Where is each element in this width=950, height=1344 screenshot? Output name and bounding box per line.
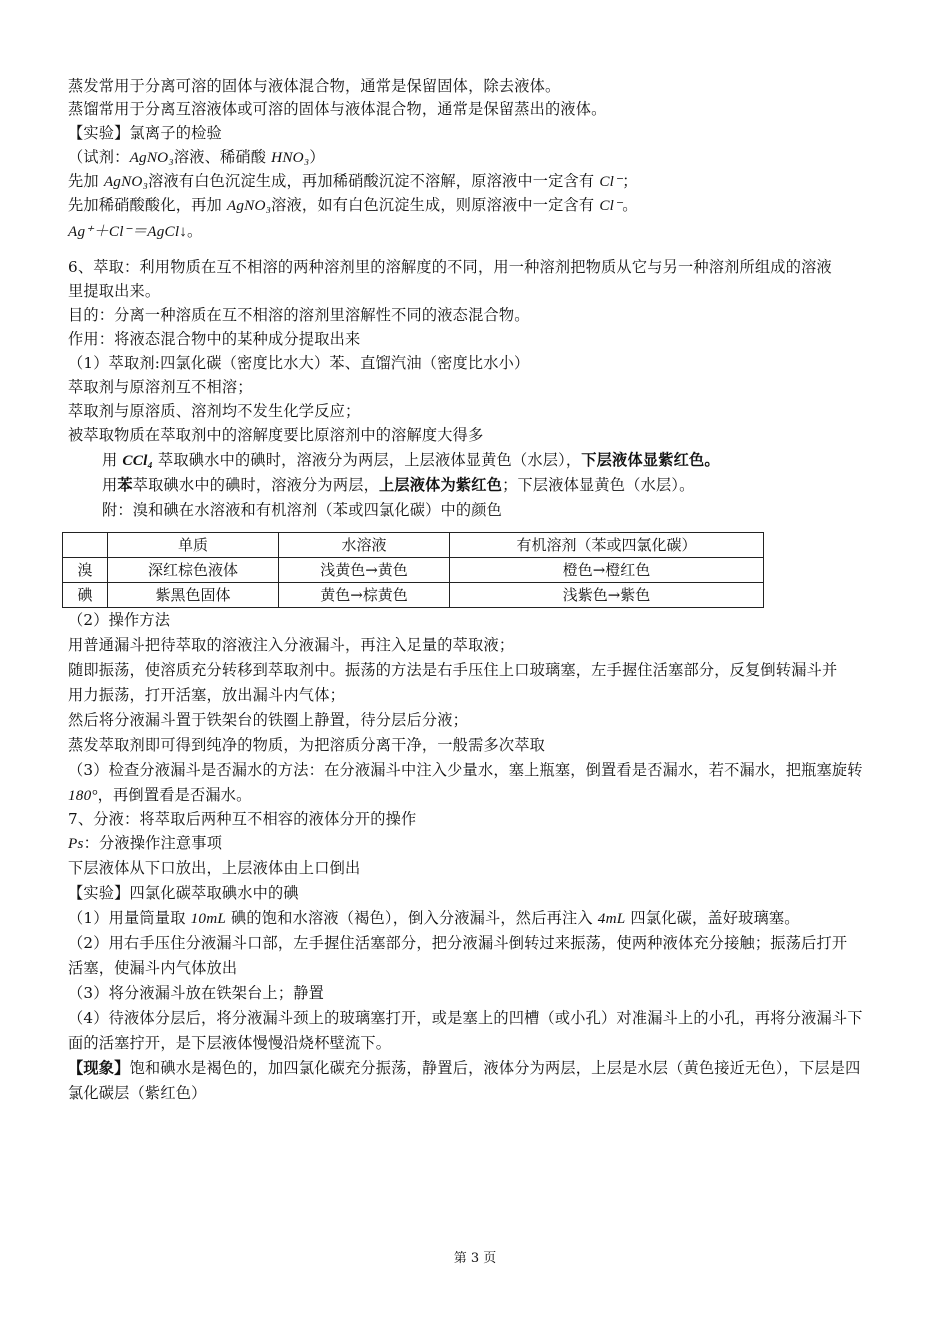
para-ps-note: Ps：分液操作注意事项 (68, 834, 223, 852)
table-cell: 碘 (63, 583, 108, 608)
table-cell: 浅紫色→紫色 (450, 583, 764, 608)
table-row (63, 558, 764, 583)
heading-chloride-test: 【实验】氯离子的检验 (68, 124, 222, 142)
para-purpose: 目的：分离一种溶质在互不相溶的溶剂里溶解性不同的液态混合物。 (68, 306, 530, 324)
table-header-cell: 水溶液 (279, 533, 450, 558)
heading-ccl4-experiment: 【实验】四氯化碳萃取碘水中的碘 (68, 884, 299, 902)
para-ccl4-extraction: 用 CCl₄ 萃取碘水中的碘时，溶液分为两层，上层液体显黄色（水层），下层液体显紫红色。 (102, 451, 720, 469)
color-table (62, 532, 764, 608)
para-separation-def: 7、分液：将萃取后两种互不相容的液体分开的操作 (68, 810, 417, 828)
page-number: 第 3 页 (453, 1251, 497, 1266)
para-benzene-extraction: 用苯萃取碘水中的碘时，溶液分为两层，上层液体为紫红色；下层液体显黄色（水层）。 (102, 476, 695, 494)
para-reagents: （试剂：AgNO₃溶液、稀硝酸 HNO₃） (68, 148, 325, 166)
para-step-2b: 用力振荡，打开活塞，放出漏斗内气体； (68, 686, 345, 704)
para-method-2: 先加稀硝酸酸化，再加 AgNO₃溶液，如有白色沉淀生成，则原溶液中一定含有 Cl⁻。 (68, 196, 638, 214)
table-cell: 浅黄色→黄色 (279, 558, 450, 583)
table-caption: 附：溴和碘在水溶液和有机溶剂（苯或四氯化碳）中的颜色 (102, 501, 503, 519)
table-header-cell (63, 533, 108, 558)
table-cell: 黄色→棕黄色 (279, 583, 450, 608)
para-method-1: 先加 AgNO₃溶液有白色沉淀生成，再加稀硝酸沉淀不溶解，原溶液中一定含有 Cl⁻； (68, 172, 638, 190)
para-step-1: 用普通漏斗把待萃取的溶液注入分液漏斗，再注入足量的萃取液； (68, 636, 515, 654)
para-step-2a: 随即振荡，使溶质充分转移到萃取剂中。振荡的方法是右手压住上口玻璃塞，左手握住活塞部分，反复倒转漏斗并 (68, 661, 838, 679)
para-layer-rule: 下层液体从下口放出，上层液体由上口倒出 (68, 859, 361, 877)
para-extraction-def-1: 6、萃取：利用物质在互不相溶的两种溶剂里的溶解度的不同，用一种溶剂把物质从它与另一种溶剂所组成的溶液 (68, 258, 832, 276)
para-exp-step-4b: 面的活塞拧开，是下层液体慢慢沿烧杯壁流下。 (68, 1034, 392, 1052)
para-leak-check-2: 180°，再倒置看是否漏水。 (68, 786, 252, 804)
para-evaporation: 蒸发常用于分离可溶的固体与液体混合物，通常是保留固体，除去液体。 (68, 77, 561, 95)
table-cell: 深红棕色液体 (108, 558, 279, 583)
table-cell: 紫黑色固体 (108, 583, 279, 608)
para-extractants: （1）萃取剂:四氯化碳（密度比水大）苯、直馏汽油（密度比水小） (68, 354, 530, 372)
para-exp-step-3: （3）将分液漏斗放在铁架台上；静置 (68, 984, 325, 1002)
para-leak-check-1: （3）检查分液漏斗是否漏水的方法：在分液漏斗中注入少量水，塞上瓶塞，倒置看是否漏水，若不漏水，把瓶塞旋转 (68, 761, 863, 779)
para-phenomenon-1: 【现象】饱和碘水是褐色的，加四氯化碳充分振荡，静置后，液体分为两层，上层是水层（黄色接近无色），下层是四 (68, 1059, 861, 1077)
para-distillation: 蒸馏常用于分离互溶液体或可溶的固体与液体混合物，通常是保留蒸出的液体。 (68, 100, 607, 118)
para-ionic-equation: Ag⁺＋Cl⁻＝AgCl↓。 (68, 222, 203, 240)
para-step-3: 然后将分液漏斗置于铁架台的铁圈上静置，待分层后分液； (68, 711, 469, 729)
para-exp-step-2a: （2）用右手压住分液漏斗口部，左手握住活塞部分，把分液漏斗倒转过来振荡，使两种液体充分接触；振荡后打开 (68, 934, 848, 952)
para-exp-step-4a: （4）待液体分层后，将分液漏斗颈上的玻璃塞打开，或是塞上的凹槽（或小孔）对准漏斗上的小孔，再将分液漏斗下 (68, 1009, 863, 1027)
table-row (63, 583, 764, 608)
heading-operation: （2）操作方法 (68, 611, 171, 629)
para-exp-step-2b: 活塞，使漏斗内气体放出 (68, 959, 238, 977)
para-function: 作用：将液态混合物中的某种成分提取出来 (68, 330, 361, 348)
table-header-cell: 单质 (108, 533, 279, 558)
para-condition-2: 萃取剂与原溶质、溶剂均不发生化学反应； (68, 402, 361, 420)
para-phenomenon-2: 氯化碳层（紫红色） (68, 1084, 207, 1102)
table-cell: 橙色→橙红色 (450, 558, 764, 583)
table-header-cell: 有机溶剂（苯或四氯化碳） (450, 533, 764, 558)
table-cell: 溴 (63, 558, 108, 583)
para-extraction-def-2: 里提取出来。 (68, 282, 161, 300)
table-header-row (63, 533, 764, 558)
para-exp-step-1: （1）用量筒量取 10mL 碘的饱和水溶液（褐色），倒入分液漏斗，然后再注入 4mL 四氯化碳，盖好玻璃塞。 (68, 909, 800, 927)
para-condition-3: 被萃取物质在萃取剂中的溶解度要比原溶剂中的溶解度大得多 (68, 426, 484, 444)
para-step-4: 蒸发萃取剂即可得到纯净的物质，为把溶质分离干净，一般需多次萃取 (68, 736, 546, 754)
para-condition-1: 萃取剂与原溶剂互不相溶； (68, 378, 253, 396)
